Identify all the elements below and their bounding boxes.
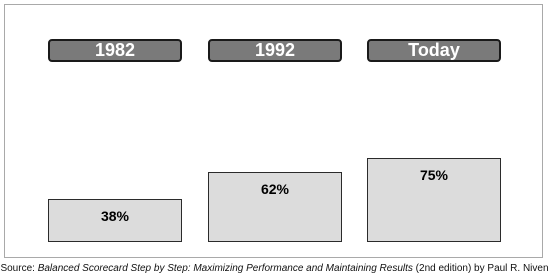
- source-book-title: Balanced Scorecard Step by Step: Maximizing Performance and Maintaining Results: [37, 263, 413, 274]
- category-label-today: Today: [367, 39, 501, 62]
- source-note: [0, 263, 549, 274]
- category-label-1982: 1982: [48, 39, 182, 62]
- value-label-1982: 38%: [100, 208, 130, 224]
- source-prefix: Source:: [0, 263, 38, 274]
- source-suffix: (2nd edition) by Paul R. Niven: [412, 263, 549, 274]
- value-label-1992: 62%: [260, 181, 290, 197]
- value-label-today: 75%: [419, 167, 449, 183]
- category-label-1992: 1992: [208, 39, 342, 62]
